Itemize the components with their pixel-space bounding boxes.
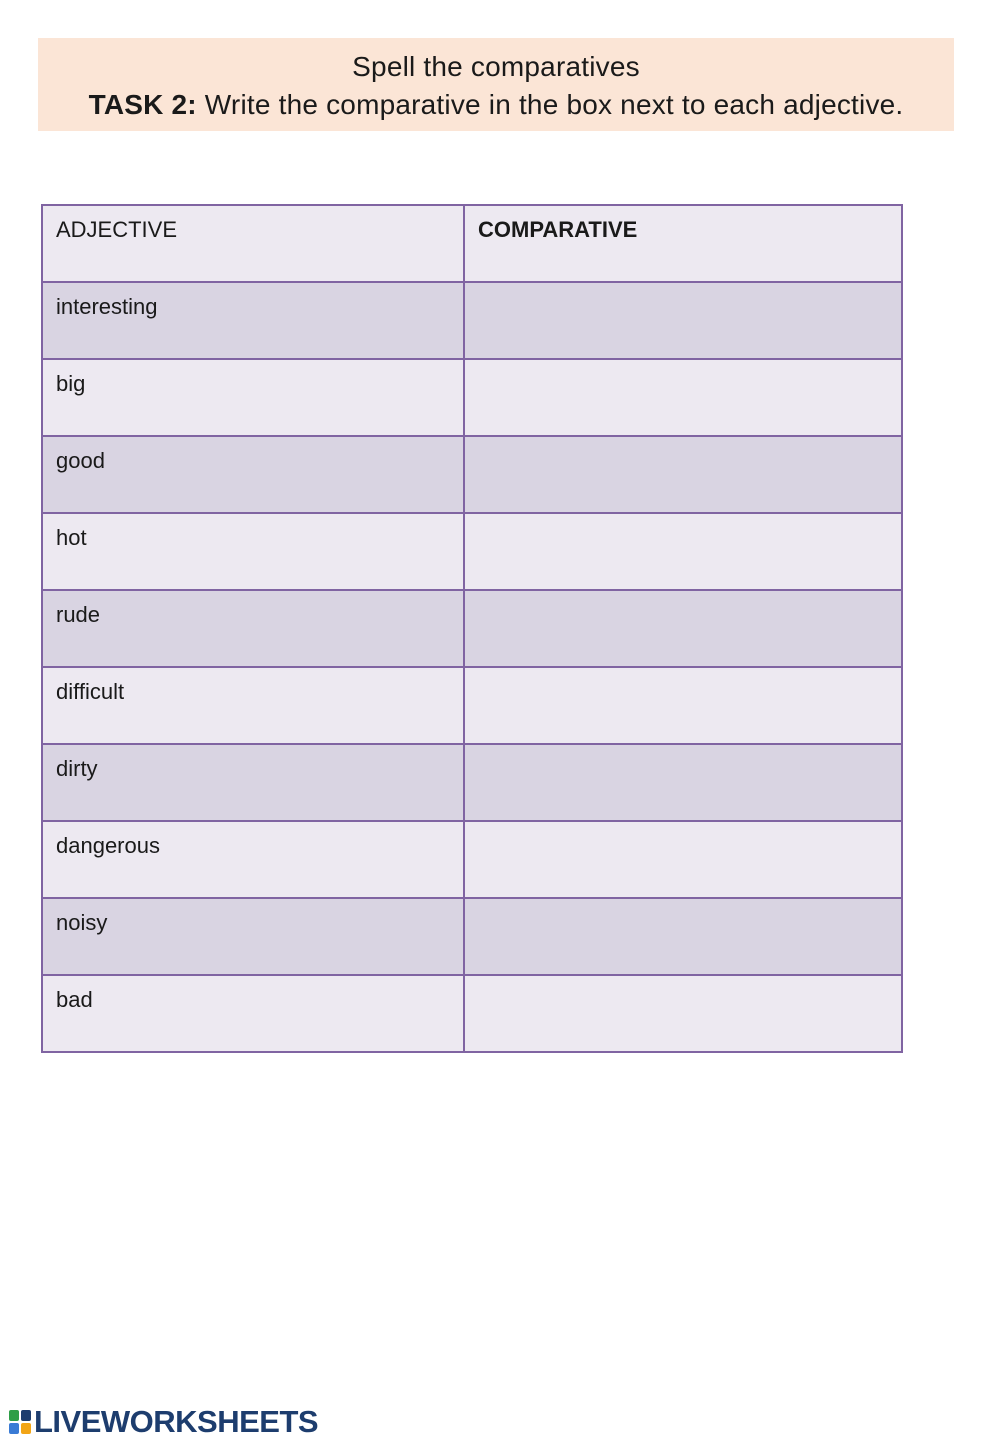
table-row (42, 744, 902, 821)
comparative-answer-input[interactable] (465, 822, 901, 897)
answer-cell (464, 282, 902, 359)
adjective-cell: difficult (42, 667, 464, 744)
comparative-answer-input[interactable] (465, 591, 901, 666)
adjective-cell: good (42, 436, 464, 513)
table-row (42, 975, 902, 1052)
table-row (42, 590, 902, 667)
brand-name: LIVEWORKSHEETS (34, 1404, 319, 1439)
liveworksheets-brand (8, 1405, 318, 1439)
comparatives-table (41, 204, 903, 1053)
table-row (42, 898, 902, 975)
comparative-answer-input[interactable] (465, 514, 901, 589)
column-header-adjective: ADJECTIVE (42, 205, 464, 282)
table-row (42, 513, 902, 590)
answer-cell (464, 975, 902, 1052)
table-row (42, 821, 902, 898)
answer-cell (464, 359, 902, 436)
answer-cell (464, 898, 902, 975)
answer-cell (464, 744, 902, 821)
table-row (42, 667, 902, 744)
task-instruction (38, 88, 954, 122)
adjective-cell: dangerous (42, 821, 464, 898)
comparative-answer-input[interactable] (465, 976, 901, 1051)
adjective-cell: hot (42, 513, 464, 590)
comparative-answer-input[interactable] (465, 745, 901, 820)
column-header-comparative: COMPARATIVE (464, 205, 902, 282)
task-text: Write the comparative in the box next to each adjective. (196, 89, 904, 120)
comparative-answer-input[interactable] (465, 899, 901, 974)
instructions-banner (38, 38, 954, 131)
task-label: TASK 2: (88, 89, 197, 120)
adjective-cell: rude (42, 590, 464, 667)
adjective-cell: noisy (42, 898, 464, 975)
adjective-cell: interesting (42, 282, 464, 359)
answer-cell (464, 590, 902, 667)
comparative-answer-input[interactable] (465, 360, 901, 435)
adjective-cell: dirty (42, 744, 464, 821)
adjective-cell: bad (42, 975, 464, 1052)
answer-cell (464, 821, 902, 898)
table-row (42, 436, 902, 513)
comparative-answer-input[interactable] (465, 437, 901, 512)
table-header-row (42, 205, 902, 282)
answer-cell (464, 436, 902, 513)
answer-cell (464, 667, 902, 744)
comparative-answer-input[interactable] (465, 668, 901, 743)
table-row (42, 359, 902, 436)
worksheet-title: Spell the comparatives (352, 51, 640, 82)
table-row (42, 282, 902, 359)
liveworksheets-logo-icon (8, 1409, 32, 1435)
comparative-answer-input[interactable] (465, 283, 901, 358)
adjective-cell: big (42, 359, 464, 436)
answer-cell (464, 513, 902, 590)
